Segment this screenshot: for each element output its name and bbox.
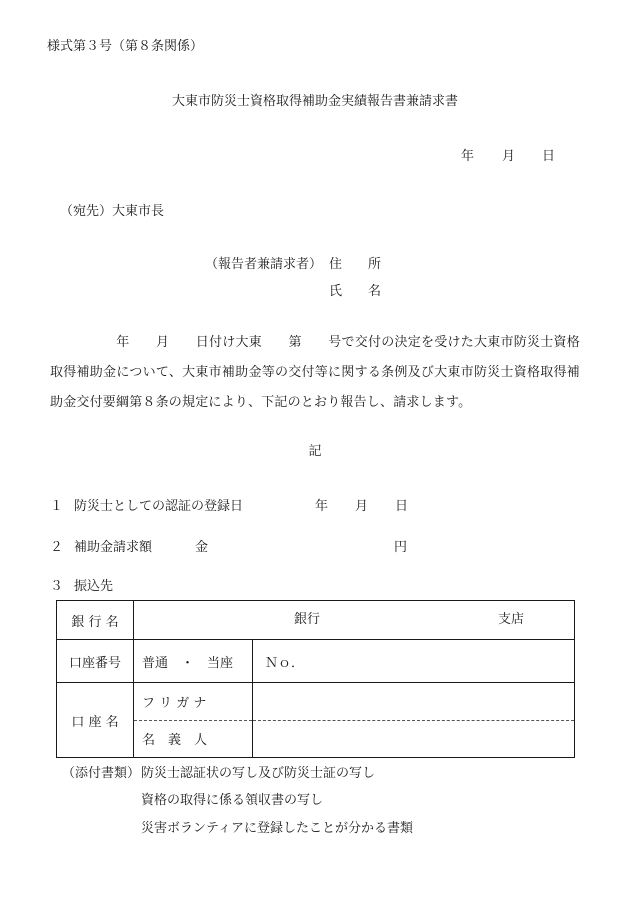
holder-row <box>57 720 575 758</box>
attachments-label: （添付書類） <box>62 766 141 781</box>
attachment-item: 資格の取得に係る領収書の写し <box>141 793 324 808</box>
document-title: 大東市防災士資格取得補助金実績報告書兼請求書 <box>171 94 458 109</box>
item-1-number: １ <box>50 499 64 514</box>
bank-name-label: 銀 行 名 <box>57 601 134 640</box>
holder-value <box>253 720 575 758</box>
item-2-yen: 円 <box>394 540 408 555</box>
attachment-item: 災害ボランティアに登録したことが分かる書類 <box>141 821 413 836</box>
account-number-label: 口座番号 <box>57 640 134 683</box>
branch-suffix: 支店 <box>498 612 525 627</box>
bank-name-cell <box>134 601 575 640</box>
item-2-number: ２ <box>50 540 64 555</box>
name-label: 氏 名 <box>329 284 382 299</box>
address-label: 住 所 <box>329 257 382 272</box>
account-name-label: 口 座 名 <box>57 683 134 758</box>
item-3-label: 振込先 <box>74 579 114 594</box>
bank-suffix: 銀行 <box>294 612 321 627</box>
body-paragraph: 年 月 日付け大東 第 号で交付の決定を受けた大東市防災士資格取得補助金について、大東市補助金等の交付等に関する条例及び大東市防災士資格取得補助金交付要綱第８条の規定により、下記のとおり報告し、請求します。 <box>50 335 580 410</box>
account-number-row <box>57 640 575 683</box>
date-day: 日 <box>542 149 556 164</box>
addressee: （宛先）大東市長 <box>60 204 165 219</box>
item-1-year: 年 <box>315 499 329 514</box>
furigana-row <box>57 683 575 721</box>
bank-account-table <box>56 600 575 758</box>
item-1-month: 月 <box>355 499 369 514</box>
item-2-kin: 金 <box>195 540 209 555</box>
bank-name-row <box>57 601 575 640</box>
item-1-label: 防災士としての認証の登録日 <box>74 499 244 514</box>
account-no-cell: Ｎｏ． <box>253 640 575 683</box>
holder-label: 名 義 人 <box>134 720 253 758</box>
account-type-cell: 普通 ・ 当座 <box>134 640 253 683</box>
reporter-role: （報告者兼請求者） <box>205 257 323 272</box>
furigana-label: フ リ ガ ナ <box>134 683 253 721</box>
ki-heading: 記 <box>308 444 322 459</box>
item-1-day: 日 <box>395 499 409 514</box>
item-3-number: ３ <box>50 579 64 594</box>
attachment-item: 防災士認証状の写し及び防災士証の写し <box>141 766 376 781</box>
form-number: 様式第３号（第８条関係） <box>47 39 204 54</box>
date-year: 年 <box>461 149 475 164</box>
item-2-label: 補助金請求額 <box>74 540 153 555</box>
date-month: 月 <box>502 149 516 164</box>
furigana-value <box>253 683 575 721</box>
